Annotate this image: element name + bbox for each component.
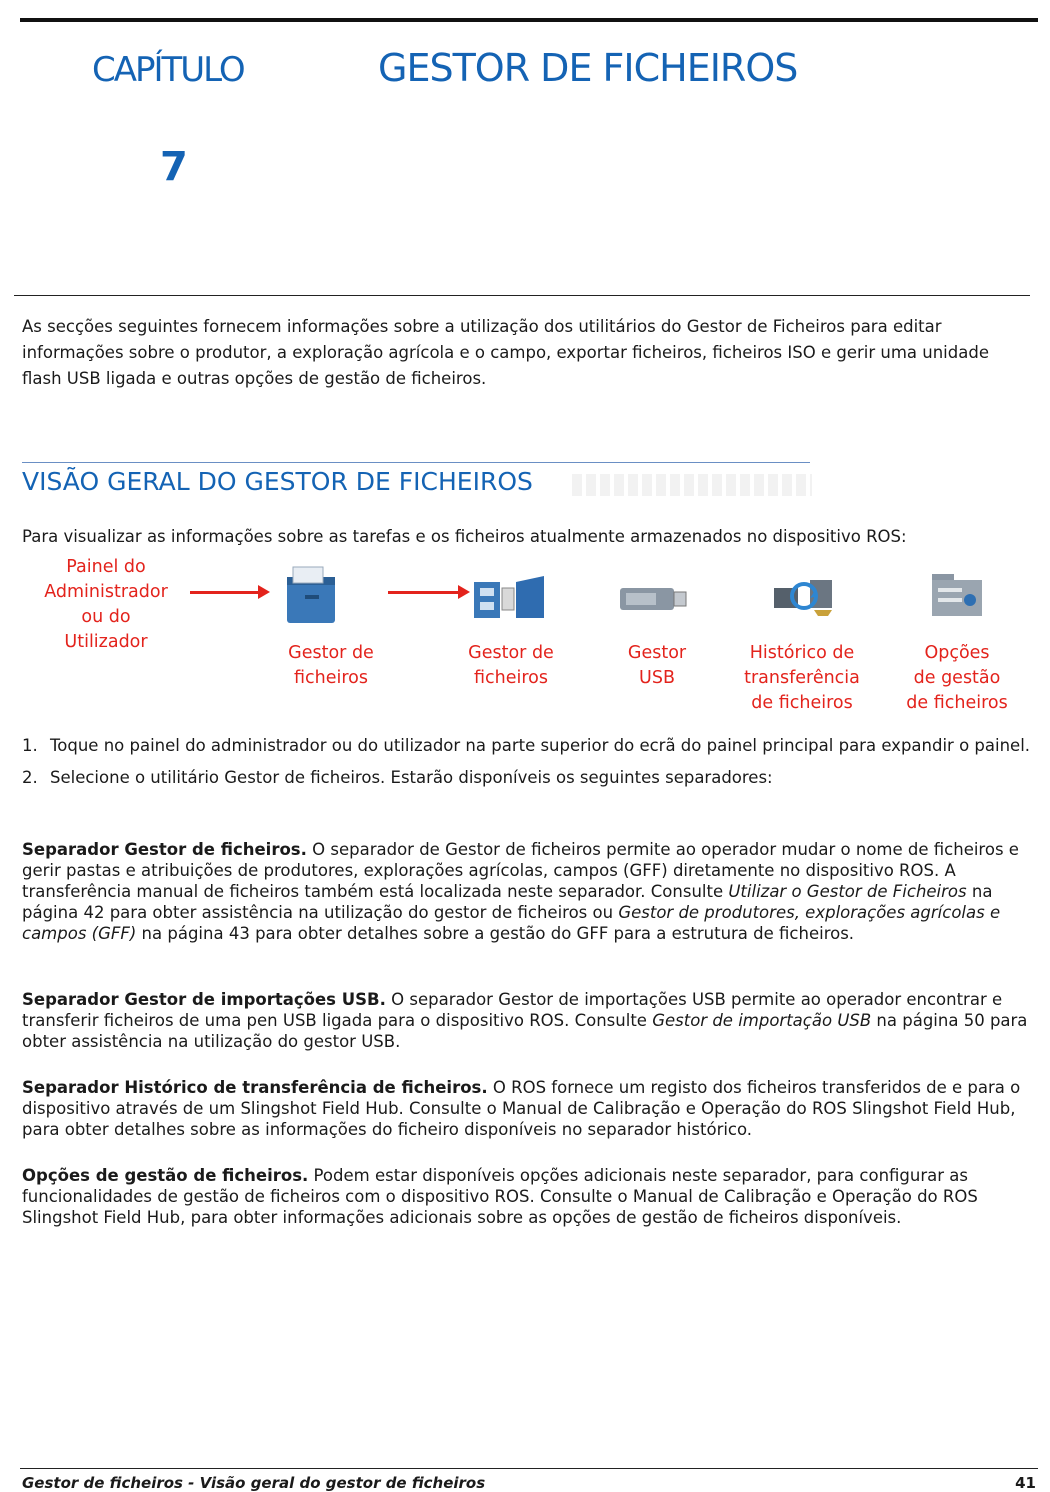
file-folders-icon[interactable] — [472, 568, 546, 630]
step-text: Selecione o utilitário Gestor de ficheiros. Estarão disponíveis os seguintes separadores: — [50, 768, 773, 787]
label-line: de ficheiros — [906, 693, 1008, 713]
definition-text: na página 43 para obter detalhes sobre a gestão do GFF para a estrutura de ficheiros. — [136, 924, 855, 943]
cross-reference-link[interactable]: Gestor de produtores, explorações agrícolas e campos (GFF) — [22, 903, 1001, 943]
label-line: ficheiros — [294, 668, 368, 688]
label-line: de gestão — [913, 668, 1001, 688]
chapter-word: CAPÍTULO — [92, 50, 244, 90]
file-options-icon[interactable] — [930, 572, 984, 618]
label-line: de ficheiros — [751, 693, 853, 713]
definition-usb-import-tab — [22, 989, 1032, 1052]
admin-panel-label-line: Administrador — [44, 582, 168, 602]
definition-file-options — [22, 1165, 1032, 1228]
definition-text: O separador de Gestor de ficheiros permite ao operador mudar o nome de ficheiros e gerir pastas e atribuições de produtores, explorações agrícolas, campos (GFF) diretamente no dispositivo ROS. A transferência manual de ficheiros também está localizada neste separador. Consulte — [22, 840, 1019, 901]
label-line: Gestor — [627, 643, 687, 663]
transfer-history-label — [727, 641, 877, 716]
top-rule — [20, 18, 1038, 22]
usb-manager-label — [582, 641, 732, 691]
file-manager-label — [256, 641, 406, 691]
footer-rule — [20, 1468, 1038, 1469]
definition-text: na página 42 para obter assistência na utilização do gestor de ficheiros ou — [22, 882, 993, 922]
arrow-right-icon — [190, 591, 266, 594]
definition-text: O ROS fornece um registo dos ficheiros transferidos de e para o dispositivo através de um Slingshot Field Hub. Consulte o Manual de Calibração e Operação do ROS Slingshot Field Hub, para obter detalhes sobre as informações do ficheiro disponíveis no separador histórico. — [22, 1078, 1021, 1139]
label-line: ficheiros — [474, 668, 548, 688]
list-item — [22, 733, 1032, 759]
file-options-label — [882, 641, 1032, 716]
file-folders-label — [436, 641, 586, 691]
label-line: USB — [639, 668, 675, 688]
definition-file-manager-tab — [22, 839, 1032, 944]
section-rule — [22, 462, 810, 463]
label-line: Histórico de — [749, 643, 855, 663]
label-line: transferência — [744, 668, 860, 688]
footer-running-title: Gestor de ficheiros - Visão geral do gestor de ficheiros — [22, 1474, 486, 1492]
admin-panel-label — [30, 555, 182, 655]
cross-reference-link[interactable]: Gestor de importação USB — [652, 1011, 872, 1030]
definition-term: Separador Gestor de ficheiros. — [22, 840, 307, 859]
page-number: 41 — [1015, 1474, 1036, 1492]
transfer-history-icon[interactable] — [770, 570, 838, 632]
admin-panel-label-line: ou do — [81, 607, 131, 627]
admin-panel-label-line: Painel do — [66, 557, 146, 577]
definition-term: Opções de gestão de ficheiros. — [22, 1166, 309, 1185]
list-item — [22, 765, 1032, 791]
label-line: Gestor de — [468, 643, 554, 663]
label-line: Opções — [924, 643, 990, 663]
chapter-number: 7 — [160, 144, 188, 190]
intro-paragraph: As secções seguintes fornecem informações sobre a utilização dos utilitários do Gestor de Ficheiros para editar informações sobre o produtor, a exploração agrícola e o campo, exportar ficheiros, ficheiros ISO e gerir uma unidade flash USB ligada e outras opções de gestão de ficheiros. — [22, 317, 989, 388]
cross-reference-link[interactable]: Utilizar o Gestor de Ficheiros — [728, 882, 967, 901]
arrow-right-icon — [388, 591, 466, 594]
step-number: 1. — [22, 736, 38, 755]
usb-drive-icon[interactable] — [618, 578, 688, 618]
admin-panel-label-line: Utilizador — [64, 632, 148, 652]
section-lead: Para visualizar as informações sobre as tarefas e os ficheiros atualmente armazenados no dispositivo ROS: — [22, 527, 907, 546]
definition-transfer-history-tab — [22, 1077, 1032, 1140]
steps-list — [22, 733, 1032, 797]
definition-text: na página 50 para obter assistência na utilização do gestor USB. — [22, 1011, 1028, 1051]
step-text: Toque no painel do administrador ou do utilizador na parte superior do ecrã do painel principal para expandir o painel. — [50, 736, 1031, 755]
label-line: Gestor de — [288, 643, 374, 663]
file-manager-icon[interactable] — [283, 563, 339, 625]
definition-term: Separador Gestor de importações USB. — [22, 990, 386, 1009]
chapter-divider — [14, 295, 1030, 296]
faded-header-artifact — [572, 474, 812, 496]
definition-text: Podem estar disponíveis opções adicionais neste separador, para configurar as funcionalidades de gestão de ficheiros com o dispositivo ROS. Consulte o Manual de Calibração e Operação do ROS Slingshot Field Hub, para obter informações adicionais sobre as opções de gestão de ficheiros disponíveis. — [22, 1166, 978, 1227]
step-number: 2. — [22, 768, 38, 787]
chapter-title: GESTOR DE FICHEIROS — [378, 46, 798, 90]
section-title: VISÃO GERAL DO GESTOR DE FICHEIROS — [22, 467, 533, 496]
definition-term: Separador Histórico de transferência de ficheiros. — [22, 1078, 488, 1097]
definition-text: O separador Gestor de importações USB permite ao operador encontrar e transferir ficheiros de uma pen USB ligada para o dispositivo ROS. Consulte — [22, 990, 1003, 1030]
